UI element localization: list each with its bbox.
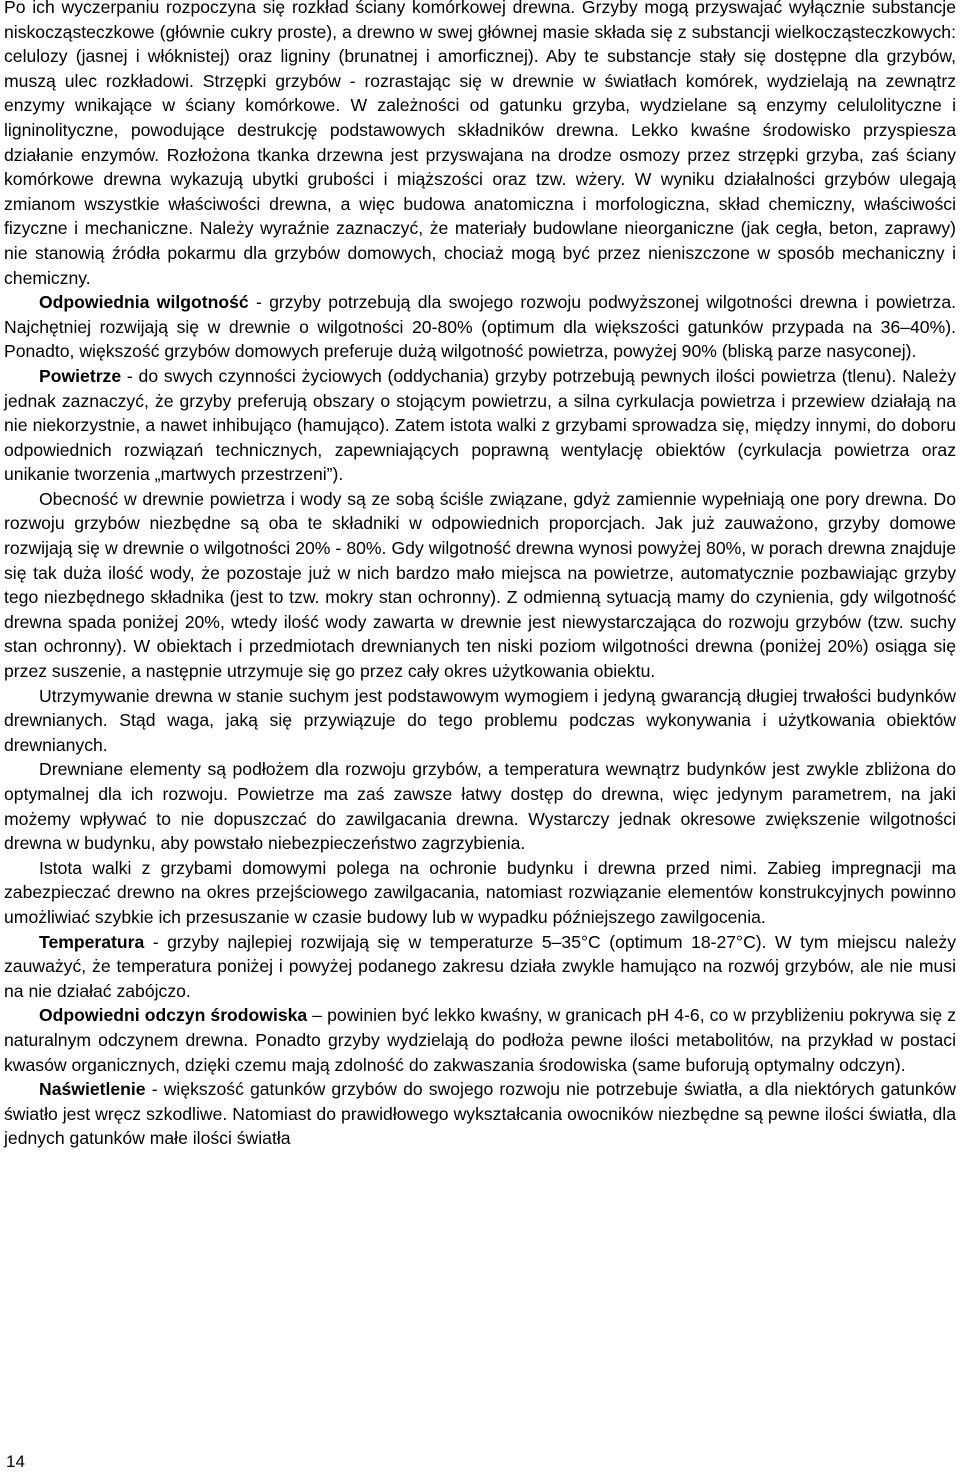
paragraph-heading: Odpowiednia wilgotność <box>39 292 249 313</box>
paragraph-air <box>4 364 956 487</box>
paragraph-text: Istota walki z grzybami domowymi polega na ochronie budynku i drewna przed nimi. Zabieg impregnacji ma zabezpieczać drewno na okres przejściowego zawilgacania, natomiast rozwiązanie elementów konstrukcyjnych powinno umożliwiać szybkie ich przesuszanie w czasie budowy lub w wypadku późniejszego zawilgocenia. <box>4 857 956 927</box>
paragraph-heading: Powietrze <box>39 365 122 386</box>
paragraph-text: - większość gatunków grzybów do swojego rozwoju nie potrzebuje światła, a dla niektórych gatunków światło jest wręcz szkodliwe. Natomiast do prawidłowego wykształcania owocników niezbędne są pewne ilości światła, dla jednych gatunków małe ilości światła <box>4 1079 956 1149</box>
paragraph-ph <box>4 1003 956 1077</box>
paragraph-text: - grzyby potrzebują dla swojego rozwoju podwyższonej wilgotności drewna i powietrza. Najchętniej rozwijają się w drewnie o wilgotności 20-80% (optimum dla większości gatunków przypada na 36–40%). Ponadto, większość grzybów domowych preferuje dużą wilgotność powietrza, powyżej 90% (bliską parze nasyconej). <box>4 292 957 362</box>
paragraph-heading: Naświetlenie <box>39 1079 146 1100</box>
paragraph-humidity <box>4 290 956 364</box>
paragraph-text: Obecność w drewnie powietrza i wody są ze sobą ściśle związane, gdyż zamiennie wypełniają one pory drewna. Do rozwoju grzybów niezbędne są oba te składniki w odpowiednich proporcjach. Jak już zauważono, grzyby domowe rozwijają się w drewnie o wilgotności 20% - 80%. Gdy wilgotność drewna wynosi powyżej 80%, w porach drewna znajduje się tak duża ilość wody, że pozostaje już w nich bardzo mało miejsca na powietrze, automatycznie pozbawiając grzyby tego niezbędnego składnika (jest to tzw. mokry stan ochronny). Z odmienną sytuacją mamy do czynienia, gdy wilgotność drewna spada poniżej 20%, wtedy ilość wody zawarta w drewnie jest niewystarczająca do rozwoju grzybów (tzw. suchy stan ochronny). W obiektach i przedmiotach drewnianych ten niski poziom wilgotności drewna (poniżej 20%) osiąga się przez suszenie, a następnie utrzymuje się go przez cały okres użytkowania obiektu. <box>4 488 956 682</box>
paragraph-text: - do swych czynności życiowych (oddychania) grzyby potrzebują pewnych ilości powietrza (tlenu). Należy jednak zaznaczyć, że grzyby preferują obszary o stojącym powietrzu, a silna cyrkulacja powietrza i przewiew działają na nie niekorzystnie, a nawet inhibująco (hamująco). Zatem istota walki z grzybami sprowadza się, między innymi, do doboru odpowiednich rozwiązań technicznych, zapewniających poprawną wentylację obiektów (cyrkulacja powietrza oraz unikanie tworzenia „martwych przestrzeni”). <box>4 365 956 485</box>
paragraph-text: Drewniane elementy są podłożem dla rozwoju grzybów, a temperatura wewnątrz budynków jest zwykle zbliżona do optymalnej dla ich rozwoju. Powietrze ma zaś zawsze łatwy dostęp do drewna, więc jedynym parametrem, na jaki możemy wpływać to nie dopuszczać do zawilgacania drewna. Wystarczy jednak okresowe zwiększenie wilgotności drewna w budynku, aby powstało niebezpieczeństwo zagrzybienia. <box>4 759 956 854</box>
paragraph-protection <box>4 856 956 930</box>
paragraph-dry-state <box>4 684 956 758</box>
paragraph-text: – powinien być lekko kwaśny, w granicach pH 4-6, co w przybliżeniu pokrywa się z naturalnym odczynem drewna. Ponadto grzyby wydzielają do podłoża pewne ilości metabolitów, na przykład w postaci kwasów organicznych, dzięki czemu mają zdolność do zakwaszania środowiska (same buforują optymalny odczyn). <box>4 1005 956 1075</box>
paragraph-text: Utrzymywanie drewna w stanie suchym jest podstawowym wymogiem i jedyną gwarancją długiej trwałości budynków drewnianych. Stąd waga, jaką się przywiązuje do tego problemu podczas wykonywania i użytkowania obiektów drewnianych. <box>4 685 956 755</box>
paragraph-temperature <box>4 930 956 1004</box>
paragraph-heading: Temperatura <box>39 931 145 952</box>
paragraph-fungi-decay <box>4 0 956 290</box>
paragraph-light <box>4 1077 956 1151</box>
paragraph-wooden-elements <box>4 757 956 855</box>
body-text <box>4 0 956 1151</box>
paragraph-heading: Odpowiedni odczyn środowiska <box>39 1005 308 1026</box>
paragraph-air-water <box>4 487 956 684</box>
paragraph-text: Po ich wyczerpaniu rozpoczyna się rozkład ściany komórkowej drewna. Grzyby mogą przyswajać wyłącznie substancje niskocząsteczkowe (głównie cukry proste), a drewno w swej głównej masie składa się z substancji wielkocząsteczkowych: celulozy (jasnej i włóknistej) oraz ligniny (brunatnej i amorficznej). Aby te substancje stały się dostępne dla grzybów, muszą ulec rozkładowi. Strzępki grzybów - rozrastając się w drewnie w światłach komórek, wydzielają na zewnątrz enzymy wnikające w ściany komórkowe. W zależności od gatunku grzyba, wydzielane są enzymy celulolityczne i ligninolityczne, powodujące destrukcję podstawowych składników drewna. Lekko kwaśne środowisko przyspiesza działanie enzymów. Rozłożona tkanka drzewna jest przyswajana na drodze osmozy przez strzępki grzyba, zaś ściany komórkowe drewna wykazują ubytki grubości i miąższości oraz tzw. wżery. W wyniku działalności grzybów ulegają zmianom wszystkie właściwości drewna, a więc budowa anatomiczna i morfologiczna, skład chemiczny, właściwości fizyczne i mechaniczne. Należy wyraźnie zaznaczyć, że materiały budowlane nieorganiczne (jak cegła, beton, zaprawy) nie stanowią źródła pokarmu dla grzybów domowych, chociaż mogą być przez nieniszczone w sposób mechaniczny i chemiczny. <box>4 0 956 288</box>
page-number: 14 <box>6 1452 25 1471</box>
paragraph-text: - grzyby najlepiej rozwijają się w temperaturze 5–35°C (optimum 18-27°C). W tym miejscu należy zauważyć, że temperatura poniżej i powyżej podanego zakresu działa zwykle hamująco na rozwój grzybów, ale nie musi na nie działać zabójczo. <box>4 931 956 1001</box>
